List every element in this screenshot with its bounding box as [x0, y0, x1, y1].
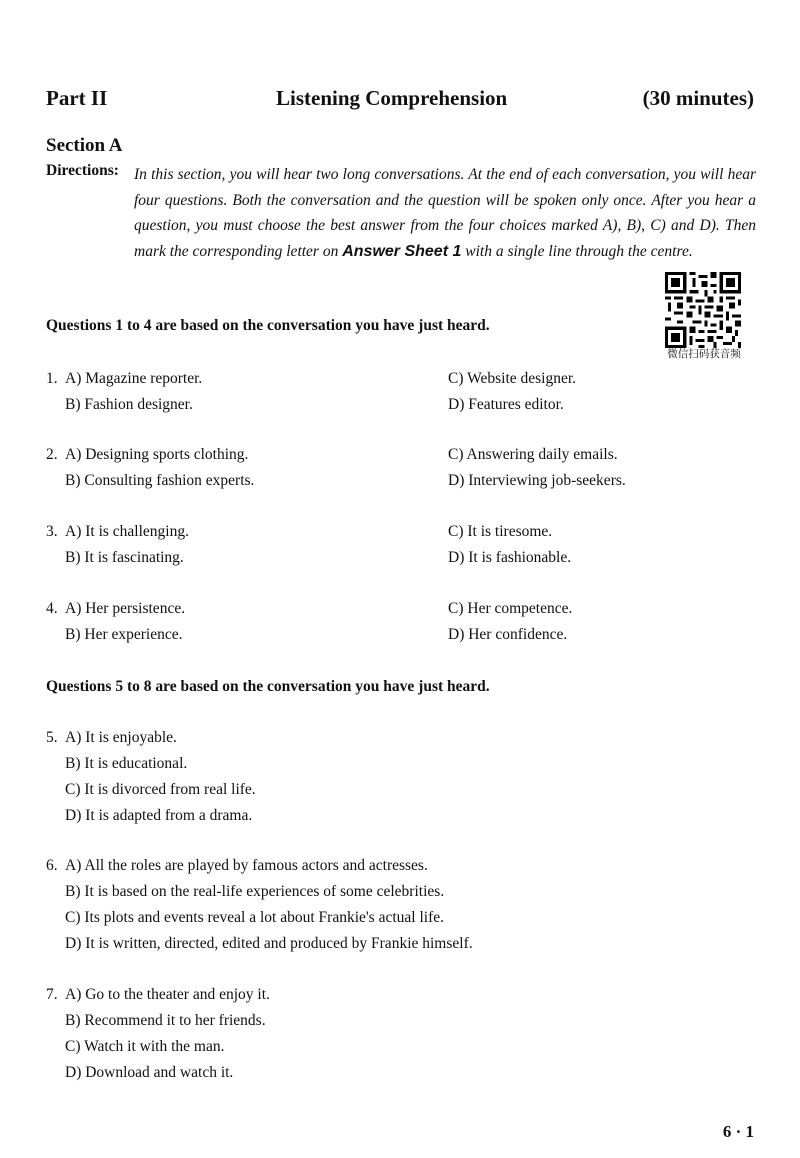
qr-code-icon[interactable]: [665, 272, 741, 348]
time-limit: (30 minutes): [642, 86, 754, 110]
directions-text: [134, 162, 756, 264]
group-heading-1: Questions 1 to 4 are based on the conversation you have just heard.: [46, 317, 490, 334]
option-d: D) Her confidence.: [448, 626, 568, 643]
qr-caption: 微信扫码获音频: [667, 348, 741, 360]
option-d: D) Interviewing job-seekers.: [448, 472, 626, 489]
option-d: D) It is written, directed, edited and produced by Frankie himself.: [65, 935, 473, 952]
question-number: 4.: [46, 600, 58, 617]
directions-label: Directions:: [46, 162, 119, 179]
question-number: 5.: [46, 729, 58, 746]
page-number: 6 · 1: [722, 1122, 754, 1141]
option-a: A) Go to the theater and enjoy it.: [65, 986, 270, 1003]
option-c: C) Her competence.: [448, 600, 573, 617]
option-d: D) Features editor.: [448, 396, 564, 413]
page-header: [46, 86, 754, 116]
option-a: A) It is enjoyable.: [65, 729, 177, 746]
option-b: B) It is educational.: [65, 755, 188, 772]
option-b: B) Her experience.: [65, 626, 183, 643]
directions-text-part2: with a single line through the centre.: [461, 242, 693, 260]
option-b: B) Fashion designer.: [65, 396, 193, 413]
question-number: 7.: [46, 986, 58, 1003]
option-c: C) Watch it with the man.: [65, 1038, 225, 1055]
option-b: B) Recommend it to her friends.: [65, 1012, 266, 1029]
option-a: A) Her persistence.: [65, 600, 186, 617]
question-number: 1.: [46, 370, 58, 387]
option-a: A) Magazine reporter.: [65, 370, 203, 387]
option-a: A) Designing sports clothing.: [65, 446, 249, 463]
option-b: B) It is fascinating.: [65, 549, 184, 566]
option-c: C) Answering daily emails.: [448, 446, 618, 463]
question-number: 2.: [46, 446, 58, 463]
option-b: B) Consulting fashion experts.: [65, 472, 255, 489]
part-label: Part II: [46, 86, 108, 110]
question-number: 6.: [46, 857, 58, 874]
option-d: D) It is fashionable.: [448, 549, 572, 566]
directions-text-part1: In this section, you will hear two long conversations. At the end of each conversation, you will hear four questions. Both the conversation and the question will be spoken only once. After you hear a question, you must choose the best answer from the four choices marked A), B), C) and D). Then mark the corresponding letter on: [134, 166, 756, 260]
option-a: A) It is challenging.: [65, 523, 189, 540]
section-title: Section A: [46, 135, 123, 156]
part-title: Listening Comprehension: [276, 86, 508, 110]
option-c: C) It is tiresome.: [448, 523, 553, 540]
answer-sheet-ref: Answer Sheet 1: [342, 242, 462, 260]
option-b: B) It is based on the real-life experiences of some celebrities.: [65, 883, 445, 900]
option-c: C) Its plots and events reveal a lot about Frankie's actual life.: [65, 909, 444, 926]
option-c: C) It is divorced from real life.: [65, 781, 256, 798]
group-heading-2: Questions 5 to 8 are based on the conversation you have just heard.: [46, 678, 490, 695]
question-number: 3.: [46, 523, 58, 540]
directions: [46, 162, 756, 264]
option-a: A) All the roles are played by famous actors and actresses.: [65, 857, 428, 874]
option-c: C) Website designer.: [448, 370, 577, 387]
option-d: D) It is adapted from a drama.: [65, 807, 253, 824]
option-d: D) Download and watch it.: [65, 1064, 234, 1081]
